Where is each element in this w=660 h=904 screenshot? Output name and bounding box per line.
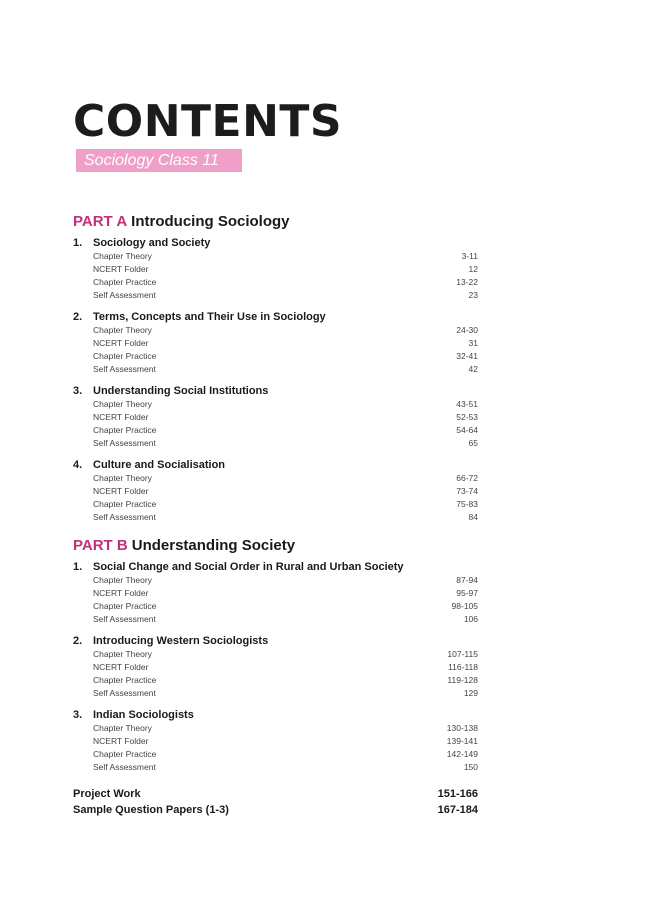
toc-entry bbox=[73, 250, 478, 263]
entry-label: Self Assessment bbox=[93, 364, 156, 374]
toc-entry bbox=[73, 722, 478, 735]
toc-entry bbox=[73, 761, 478, 774]
chapter-title: Terms, Concepts and Their Use in Sociology bbox=[93, 311, 326, 323]
entry-pages: 65 bbox=[468, 438, 478, 448]
page-title: CONTENTS bbox=[73, 96, 343, 147]
entry-label: Chapter Practice bbox=[93, 425, 157, 435]
entry-label: NCERT Folder bbox=[93, 486, 149, 496]
entry-label: Self Assessment bbox=[93, 614, 156, 624]
entry-pages: 52-53 bbox=[456, 412, 478, 422]
part-a-chapters bbox=[73, 236, 478, 524]
toc-entry bbox=[73, 661, 478, 674]
toc-entry bbox=[73, 511, 478, 524]
toc-entry bbox=[73, 324, 478, 337]
chapter bbox=[73, 560, 478, 626]
entry-pages: 24-30 bbox=[456, 325, 478, 335]
toc-entry bbox=[73, 574, 478, 587]
entry-pages: 142-149 bbox=[446, 749, 478, 759]
toc-entry bbox=[73, 600, 478, 613]
toc-entry bbox=[73, 735, 478, 748]
entry-pages: 23 bbox=[468, 290, 478, 300]
entry-pages: 54-64 bbox=[456, 425, 478, 435]
contents-list bbox=[73, 212, 478, 818]
part-a-label: PART A bbox=[73, 213, 128, 230]
chapter-number: 1. bbox=[73, 237, 83, 249]
extra-pages: 167-184 bbox=[437, 804, 478, 816]
part-b-chapters bbox=[73, 560, 478, 774]
entry-label: Chapter Theory bbox=[93, 251, 152, 261]
extra-pages: 151-166 bbox=[437, 788, 478, 800]
entry-pages: 66-72 bbox=[456, 473, 478, 483]
toc-entry bbox=[73, 587, 478, 600]
chapter-number: 3. bbox=[73, 709, 83, 721]
entry-label: Chapter Practice bbox=[93, 499, 157, 509]
entry-label: Self Assessment bbox=[93, 438, 156, 448]
entry-label: NCERT Folder bbox=[93, 338, 149, 348]
entry-pages: 106 bbox=[463, 614, 478, 624]
entry-label: Chapter Practice bbox=[93, 675, 157, 685]
entry-pages: 73-74 bbox=[456, 486, 478, 496]
entry-label: Chapter Theory bbox=[93, 325, 152, 335]
entry-label: Chapter Theory bbox=[93, 723, 152, 733]
toc-entry bbox=[73, 263, 478, 276]
part-a bbox=[73, 212, 478, 524]
entry-label: Chapter Theory bbox=[93, 575, 152, 585]
subtitle-banner: Sociology Class 11 bbox=[76, 149, 242, 172]
entry-label: Self Assessment bbox=[93, 688, 156, 698]
entry-pages: 32-41 bbox=[456, 351, 478, 361]
chapter-title: Indian Sociologists bbox=[93, 709, 194, 721]
toc-entry bbox=[73, 363, 478, 376]
part-a-heading bbox=[73, 212, 478, 232]
toc-entry bbox=[73, 350, 478, 363]
chapter bbox=[73, 236, 478, 302]
entry-label: Chapter Practice bbox=[93, 601, 157, 611]
toc-entry bbox=[73, 337, 478, 350]
entry-pages: 42 bbox=[468, 364, 478, 374]
entry-label: Chapter Theory bbox=[93, 473, 152, 483]
entry-pages: 129 bbox=[463, 688, 478, 698]
entry-pages: 84 bbox=[468, 512, 478, 522]
chapter bbox=[73, 310, 478, 376]
toc-entry bbox=[73, 411, 478, 424]
extra-entry bbox=[73, 786, 478, 802]
entry-label: Chapter Theory bbox=[93, 399, 152, 409]
toc-entry bbox=[73, 289, 478, 302]
entry-pages: 43-51 bbox=[456, 399, 478, 409]
extra-entry bbox=[73, 802, 478, 818]
chapter-heading bbox=[73, 708, 478, 722]
entry-pages: 107-115 bbox=[447, 649, 478, 659]
entry-label: NCERT Folder bbox=[93, 264, 149, 274]
part-a-title: Introducing Sociology bbox=[131, 213, 290, 230]
chapter-heading bbox=[73, 310, 478, 324]
entry-label: Chapter Practice bbox=[93, 351, 157, 361]
chapter-title: Culture and Socialisation bbox=[93, 459, 226, 471]
toc-entry bbox=[73, 648, 478, 661]
chapter-number: 2. bbox=[73, 311, 83, 323]
entry-label: NCERT Folder bbox=[93, 662, 149, 672]
entry-label: NCERT Folder bbox=[93, 736, 149, 746]
chapter bbox=[73, 458, 478, 524]
entry-pages: 87-94 bbox=[456, 575, 478, 585]
chapter-title: Understanding Social Institutions bbox=[93, 385, 269, 397]
chapter-heading bbox=[73, 236, 478, 250]
entry-label: Chapter Practice bbox=[93, 749, 157, 759]
toc-entry bbox=[73, 687, 478, 700]
chapter bbox=[73, 384, 478, 450]
part-b-label: PART B bbox=[73, 537, 128, 554]
entry-label: Self Assessment bbox=[93, 762, 156, 772]
toc-entry bbox=[73, 485, 478, 498]
entry-pages: 75-83 bbox=[456, 499, 478, 509]
part-b-heading bbox=[73, 536, 478, 556]
chapter bbox=[73, 634, 478, 700]
entry-label: Chapter Theory bbox=[93, 649, 152, 659]
entry-pages: 95-97 bbox=[456, 588, 478, 598]
entry-pages: 12 bbox=[468, 264, 478, 274]
extra-label: Sample Question Papers (1-3) bbox=[73, 804, 229, 816]
extra-label: Project Work bbox=[73, 788, 141, 800]
chapter-number: 2. bbox=[73, 635, 83, 647]
chapter bbox=[73, 708, 478, 774]
chapter-heading bbox=[73, 384, 478, 398]
chapter-number: 1. bbox=[73, 561, 83, 573]
extras-list bbox=[73, 786, 478, 818]
toc-entry bbox=[73, 398, 478, 411]
toc-entry bbox=[73, 613, 478, 626]
entry-pages: 31 bbox=[468, 338, 478, 348]
entry-pages: 13-22 bbox=[456, 277, 478, 287]
entry-pages: 98-105 bbox=[451, 601, 478, 611]
entry-pages: 150 bbox=[463, 762, 478, 772]
chapter-title: Social Change and Social Order in Rural and Urban Society bbox=[93, 561, 404, 573]
toc-entry bbox=[73, 472, 478, 485]
chapter-number: 3. bbox=[73, 385, 83, 397]
entry-pages: 130-138 bbox=[446, 723, 478, 733]
chapter-title: Sociology and Society bbox=[93, 237, 211, 249]
part-b bbox=[73, 536, 478, 774]
entry-label: NCERT Folder bbox=[93, 588, 149, 598]
toc-entry bbox=[73, 674, 478, 687]
toc-entry bbox=[73, 437, 478, 450]
entry-label: Self Assessment bbox=[93, 290, 156, 300]
part-b-title: Understanding Society bbox=[131, 537, 296, 554]
chapter-heading bbox=[73, 458, 478, 472]
toc-entry bbox=[73, 498, 478, 511]
entry-label: NCERT Folder bbox=[93, 412, 149, 422]
entry-pages: 139-141 bbox=[446, 736, 478, 746]
chapter-heading bbox=[73, 560, 478, 574]
entry-pages: 119-128 bbox=[447, 675, 478, 685]
entry-label: Chapter Practice bbox=[93, 277, 157, 287]
toc-entry bbox=[73, 748, 478, 761]
toc-entry bbox=[73, 276, 478, 289]
entry-pages: 3-11 bbox=[461, 251, 478, 261]
chapter-title: Introducing Western Sociologists bbox=[93, 635, 269, 647]
chapter-number: 4. bbox=[73, 459, 83, 471]
entry-label: Self Assessment bbox=[93, 512, 156, 522]
entry-pages: 116-118 bbox=[448, 662, 478, 672]
toc-entry bbox=[73, 424, 478, 437]
chapter-heading bbox=[73, 634, 478, 648]
